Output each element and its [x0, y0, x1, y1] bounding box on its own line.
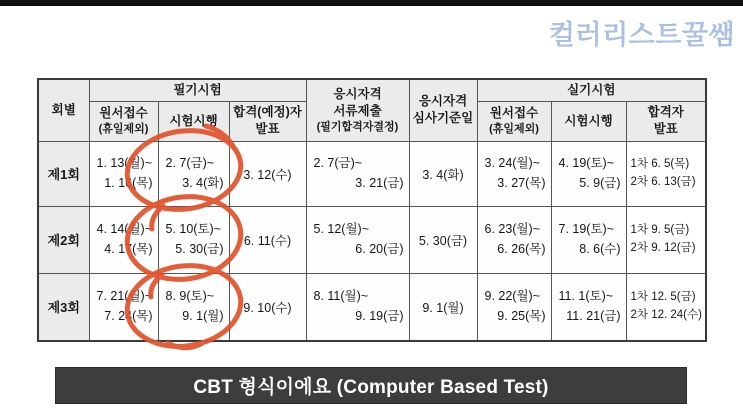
cell-line: 9. 22(월)~ — [484, 289, 541, 304]
round-label: 제1회 — [38, 141, 89, 206]
cell-written-result: 3. 12(수) — [229, 141, 306, 206]
cell-line: 2차 12. 24(수) — [630, 308, 702, 321]
cell-practical-result — [626, 206, 706, 273]
cell-practical-exam — [551, 273, 626, 341]
header-line: (휴일제외) — [98, 123, 149, 136]
letterbox-top — [0, 0, 743, 6]
cell-line: 9. 25(목) — [497, 308, 546, 323]
header-written-application — [89, 101, 158, 141]
cell-written-exam — [158, 141, 229, 206]
cell-line: 1. 13(월)~ — [96, 156, 153, 171]
cell-line: 5. 9(금) — [579, 175, 621, 190]
round-label: 제2회 — [38, 206, 89, 273]
cell-practical-result — [626, 141, 706, 206]
cell-written-result: 6. 11(수) — [229, 206, 306, 273]
exam-schedule-table — [37, 78, 707, 342]
header-written-exam-date: 시험시행 — [158, 101, 229, 141]
cell-line: 9. 1(월) — [182, 308, 224, 323]
cell-written-application — [89, 206, 158, 273]
cell-written-exam — [158, 273, 229, 341]
cell-doc-submission — [306, 141, 409, 206]
cell-line: 7. 21(월)~ — [96, 289, 153, 304]
cell-line: 11. 1(토)~ — [558, 289, 614, 304]
header-line: 응시자격 — [418, 94, 468, 109]
header-line: 원서접수 — [489, 106, 539, 121]
caption-bar — [55, 367, 687, 404]
cell-line: 6. 20(금) — [355, 241, 404, 256]
cell-line: 2차 9. 12(금) — [630, 241, 696, 254]
cell-practical-application — [477, 206, 551, 273]
header-line: 응시자격 — [333, 86, 382, 101]
header-line: 심사기준일 — [412, 111, 474, 126]
cell-line: 5. 30(금) — [175, 241, 224, 256]
cell-line: 1차 9. 5(금) — [630, 223, 690, 236]
cell-written-exam — [158, 206, 229, 273]
cell-line: 1. 16(목) — [104, 175, 153, 190]
cell-line: 2차 6. 13(금) — [630, 175, 696, 188]
header-doc-submission — [306, 79, 409, 141]
cell-written-application — [89, 141, 158, 206]
cell-doc-submission — [306, 206, 409, 273]
round-label: 제3회 — [38, 273, 89, 341]
header-written-exam-group: 필기시험 — [89, 79, 306, 101]
cell-doc-submission — [306, 273, 409, 341]
header-line: 발표 — [255, 122, 280, 136]
cell-line: 6. 23(월)~ — [484, 222, 541, 237]
header-screening-date — [409, 79, 477, 141]
cell-line: 5. 10(토)~ — [165, 222, 222, 237]
header-line: 원서접수 — [99, 106, 148, 121]
cell-line: 8. 11(월)~ — [313, 289, 369, 304]
cell-screening-date: 5. 30(금) — [409, 206, 477, 273]
cell-practical-exam — [551, 141, 626, 206]
cell-line: 8. 6(수) — [579, 241, 621, 256]
cell-line: 7. 19(토)~ — [558, 222, 615, 237]
caption-text: CBT 형식이에요 (Computer Based Test) — [193, 377, 549, 398]
cell-line: 1차 12. 5(금) — [630, 290, 696, 303]
cell-line: 5. 12(월)~ — [313, 222, 370, 237]
header-round: 회별 — [38, 79, 89, 141]
header-line: (필기합격자결정) — [316, 120, 399, 133]
header-line: (휴일제외) — [489, 123, 539, 136]
cell-screening-date: 3. 4(화) — [409, 141, 477, 206]
cell-practical-exam — [551, 206, 626, 273]
cell-screening-date: 9. 1(월) — [409, 273, 477, 341]
header-practical-result — [626, 101, 706, 141]
header-practical-application — [477, 101, 551, 141]
header-line: 합격자 — [647, 105, 684, 120]
header-practical-exam-group: 실기시험 — [477, 79, 706, 101]
cell-line: 3. 24(월)~ — [484, 156, 541, 171]
cell-written-result: 9. 10(수) — [229, 273, 306, 341]
cell-line: 1차 6. 5(목) — [630, 157, 690, 170]
header-line: 서류제출 — [333, 103, 382, 118]
cell-line: 8. 9(토)~ — [165, 289, 215, 304]
header-line: 합격(예정)자 — [233, 105, 302, 120]
cell-line: 7. 24(목) — [104, 308, 153, 323]
cell-line: 2. 7(금)~ — [165, 156, 215, 171]
table-row — [38, 273, 706, 341]
cell-practical-result — [626, 273, 706, 341]
cell-line: 3. 4(화) — [182, 175, 224, 190]
cell-line: 4. 14(월)~ — [96, 222, 153, 237]
cell-line: 11. 21(금) — [566, 308, 621, 323]
header-written-result — [229, 101, 306, 141]
table-row — [38, 206, 706, 273]
cell-line: 3. 21(금) — [355, 175, 404, 190]
cell-line: 2. 7(금)~ — [313, 156, 363, 171]
cell-practical-application — [477, 141, 551, 206]
channel-logo: 컬러리스트꿀쌤 — [548, 20, 735, 50]
cell-written-application — [89, 273, 158, 341]
cell-practical-application — [477, 273, 551, 341]
cell-line: 3. 27(목) — [497, 175, 546, 190]
cell-line: 6. 26(목) — [497, 241, 546, 256]
header-practical-exam-date: 시험시행 — [551, 101, 626, 141]
header-line: 발표 — [653, 122, 678, 136]
cell-line: 9. 19(금) — [355, 308, 404, 323]
cell-line: 4. 17(목) — [104, 241, 153, 256]
table-row — [38, 141, 706, 206]
cell-line: 4. 19(토)~ — [558, 156, 615, 171]
